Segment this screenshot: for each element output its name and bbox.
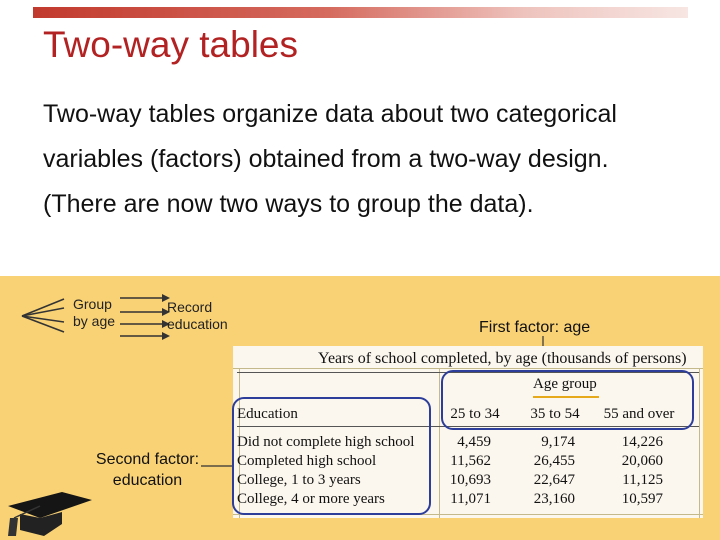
slide-title: Two-way tables	[43, 24, 298, 65]
table-cell: 23,160	[533, 491, 575, 507]
table-cell: 11,071	[450, 491, 491, 507]
graduation-cap-icon	[0, 484, 95, 540]
row-label: Completed high school	[237, 453, 377, 469]
table-cell: 11,562	[450, 453, 491, 469]
table-cell: 26,455	[533, 453, 575, 469]
group-label-line: by age	[73, 313, 116, 329]
table-cell: 4,459	[457, 434, 491, 450]
table-grid-line	[233, 368, 703, 369]
column-header: 55 and over	[603, 406, 675, 422]
table-cell: 11,125	[622, 472, 663, 488]
age-group-label: Age group	[533, 376, 597, 392]
table-cell: 22,647	[533, 472, 575, 488]
column-header: 35 to 54	[530, 406, 580, 422]
table-cell: 10,597	[621, 491, 663, 507]
column-header: 25 to 34	[450, 406, 500, 422]
table-cell: 10,693	[449, 472, 491, 488]
row-label: College, 1 to 3 years	[237, 472, 361, 488]
table-cell: 9,174	[541, 434, 575, 450]
row-label: Did not complete high school	[237, 434, 415, 450]
table-caption: Years of school completed, by age (thousands of persons)	[318, 350, 687, 367]
second-factor-line: education	[112, 472, 183, 489]
record-label-line: education	[167, 316, 228, 332]
first-factor-label: First factor: age	[479, 319, 591, 336]
group-label-line: Group	[73, 296, 112, 312]
table-grid-line	[699, 368, 700, 518]
paragraph-line: variables (factors) obtained from a two-way design.	[43, 145, 609, 173]
record-label-line: Record	[167, 299, 213, 315]
row-label: College, 4 or more years	[237, 491, 385, 507]
paragraph-line: Two-way tables organize data about two categorical	[43, 100, 617, 128]
first-factor-oval	[441, 370, 694, 430]
second-factor-oval	[232, 397, 431, 515]
table-cell: 14,226	[621, 434, 663, 450]
paragraph-line: (There are now two ways to group the data).	[43, 190, 534, 218]
education-column-header: Education	[237, 406, 298, 422]
second-factor-line: Second factor:	[95, 451, 200, 468]
table-cell: 20,060	[621, 453, 663, 469]
